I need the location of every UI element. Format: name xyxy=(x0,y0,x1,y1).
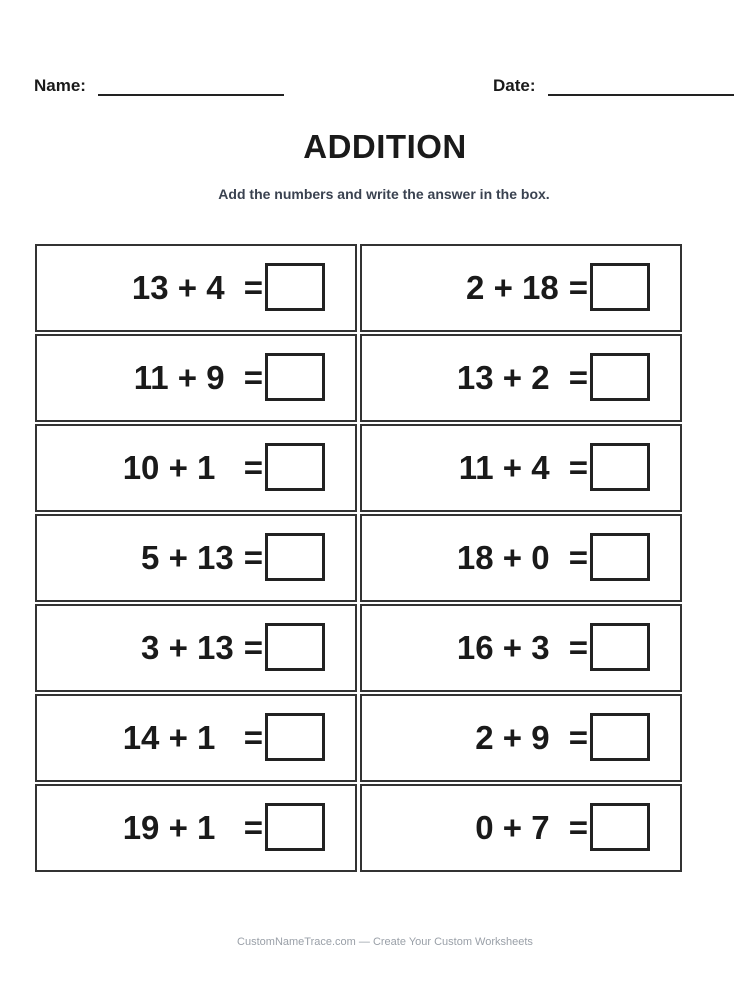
problem-text: 2 + 9 xyxy=(475,719,559,756)
problem-expression xyxy=(141,606,263,690)
worksheet-title: ADDITION xyxy=(303,128,467,165)
problem-expression xyxy=(466,246,588,330)
equals-sign: = xyxy=(568,809,588,846)
equals-sign: = xyxy=(243,359,263,396)
problem-text: 13 + 2 xyxy=(456,359,559,396)
problem-expression xyxy=(134,336,263,420)
problem-grid xyxy=(35,244,682,872)
answer-box[interactable] xyxy=(590,713,650,761)
answer-box[interactable] xyxy=(265,443,325,491)
problem-expression xyxy=(459,426,588,510)
problem-expression xyxy=(475,786,588,870)
answer-box[interactable] xyxy=(590,353,650,401)
answer-box[interactable] xyxy=(590,803,650,851)
problem-expression xyxy=(123,696,263,780)
problem-text: 10 + 1 xyxy=(122,449,234,486)
name-write-line[interactable] xyxy=(98,80,284,96)
problem-cell xyxy=(35,694,357,782)
answer-box[interactable] xyxy=(265,263,325,311)
equals-sign: = xyxy=(243,449,263,486)
problem-cell xyxy=(360,784,682,872)
answer-box[interactable] xyxy=(590,623,650,671)
answer-box[interactable] xyxy=(265,623,325,671)
equals-sign: = xyxy=(568,719,588,756)
problem-cell xyxy=(35,604,357,692)
answer-box[interactable] xyxy=(590,533,650,581)
equals-sign: = xyxy=(243,719,263,756)
date-label: Date: xyxy=(493,76,536,95)
problem-text: 14 + 1 xyxy=(122,719,234,756)
problem-cell xyxy=(360,334,682,422)
equals-sign: = xyxy=(568,539,588,576)
equals-sign: = xyxy=(568,269,588,306)
footer-credit: CustomNameTrace.com — Create Your Custom Worksheets xyxy=(237,936,533,948)
problem-expression xyxy=(123,426,263,510)
name-label: Name: xyxy=(34,76,86,95)
problem-expression xyxy=(457,516,588,600)
equals-sign: = xyxy=(568,359,588,396)
problem-cell xyxy=(35,784,357,872)
problem-text: 13 + 4 xyxy=(131,269,234,306)
answer-box[interactable] xyxy=(265,353,325,401)
answer-box[interactable] xyxy=(265,713,325,761)
problem-expression xyxy=(475,696,588,780)
problem-expression xyxy=(123,786,263,870)
problem-text: 19 + 1 xyxy=(122,809,234,846)
problem-cell xyxy=(360,514,682,602)
problem-text: 16 + 3 xyxy=(456,629,559,666)
problem-text: 11 + 9 xyxy=(133,359,234,396)
answer-box[interactable] xyxy=(265,803,325,851)
problem-cell xyxy=(360,694,682,782)
equals-sign: = xyxy=(568,629,588,666)
answer-box[interactable] xyxy=(590,263,650,311)
problem-text: 5 + 13 xyxy=(141,539,234,576)
equals-sign: = xyxy=(568,449,588,486)
problem-cell xyxy=(35,334,357,422)
problem-cell xyxy=(35,514,357,602)
problem-text: 3 + 13 xyxy=(141,629,234,666)
equals-sign: = xyxy=(243,629,263,666)
problem-cell xyxy=(360,244,682,332)
problem-expression xyxy=(457,336,588,420)
problem-cell xyxy=(35,244,357,332)
problem-text: 11 + 4 xyxy=(458,449,559,486)
equals-sign: = xyxy=(243,809,263,846)
problem-expression xyxy=(457,606,588,690)
problem-expression xyxy=(141,516,263,600)
date-write-line[interactable] xyxy=(548,80,734,96)
equals-sign: = xyxy=(243,269,263,306)
answer-box[interactable] xyxy=(590,443,650,491)
equals-sign: = xyxy=(243,539,263,576)
problem-cell xyxy=(360,604,682,692)
problem-expression xyxy=(132,246,263,330)
problem-cell xyxy=(360,424,682,512)
date-field xyxy=(493,76,734,96)
name-field xyxy=(34,76,284,96)
problem-text: 2 + 18 xyxy=(466,269,559,306)
header-row xyxy=(0,76,750,98)
worksheet-instructions: Add the numbers and write the answer in the box. xyxy=(218,186,550,202)
problem-text: 0 + 7 xyxy=(475,809,559,846)
problem-text: 18 + 0 xyxy=(456,539,559,576)
answer-box[interactable] xyxy=(265,533,325,581)
problem-cell xyxy=(35,424,357,512)
